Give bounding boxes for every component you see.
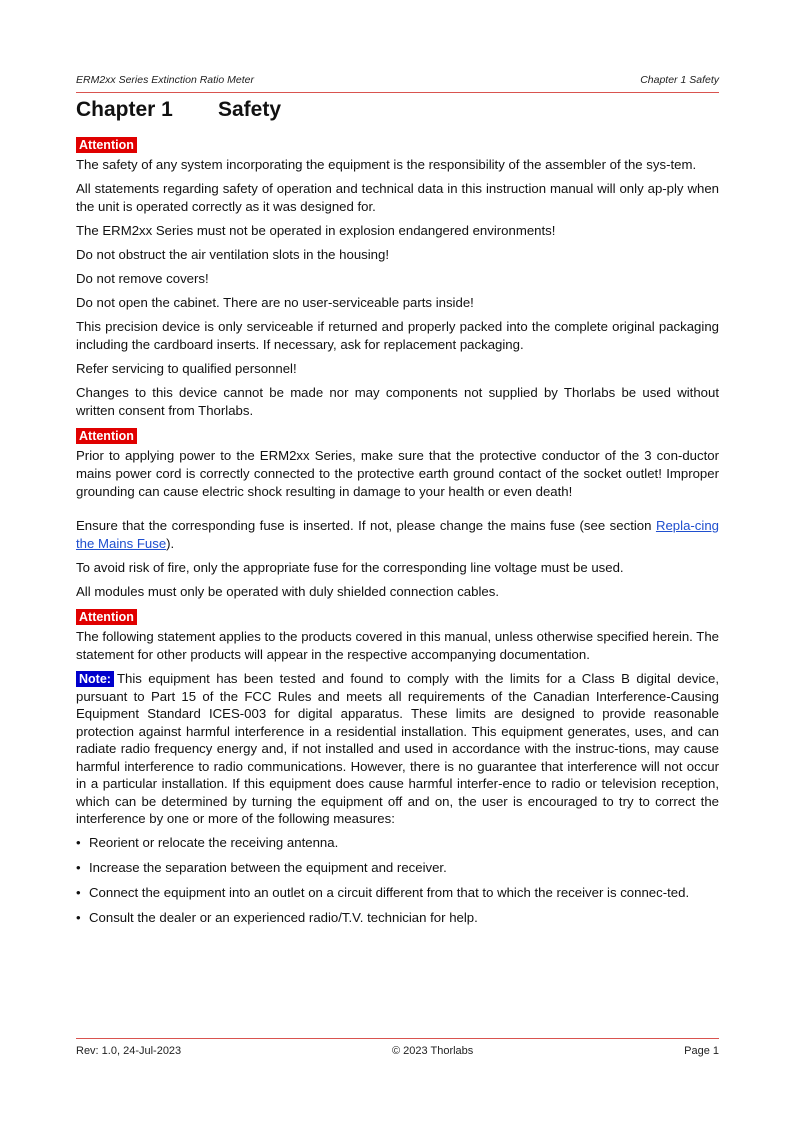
attention-badge: Attention xyxy=(76,428,137,444)
paragraph: Prior to applying power to the ERM2xx Series, make sure that the protective conductor of the 3 con-ductor mains power cord is correctly connected to the protective earth ground contact of the socket outlet! Improper grounding can cause electric shock resulting in damage to your health or even death! xyxy=(76,448,719,499)
bullet-icon: • xyxy=(76,884,81,900)
fuse-paragraph xyxy=(76,517,719,553)
fuse-text-end: ). xyxy=(166,536,175,551)
paragraph: Refer servicing to qualified personnel! xyxy=(76,361,297,376)
list-item: • Connect the equipment into an outlet on a circuit different from that to which the receiver is connec-ted. xyxy=(76,884,690,900)
header-divider xyxy=(76,92,719,93)
footer-copyright: © 2023 Thorlabs xyxy=(392,1045,474,1057)
chapter-title: Safety xyxy=(218,98,282,121)
note-badge: Note: xyxy=(76,671,114,687)
body-content xyxy=(76,135,719,934)
measures-list xyxy=(76,834,719,927)
bullet-icon: • xyxy=(76,909,81,925)
paragraph: The ERM2xx Series must not be operated in explosion endangered environments! xyxy=(76,223,556,238)
fcc-note xyxy=(76,670,719,828)
paragraph: Changes to this device cannot be made nor may components not supplied by Thorlabs be used without written consent from Thorlabs. xyxy=(76,385,719,418)
footer-revision: Rev: 1.0, 24-Jul-2023 xyxy=(76,1045,182,1057)
header-chapter-title: Chapter 1 Safety xyxy=(640,74,719,86)
attention-badge: Attention xyxy=(76,137,137,153)
replacing-mains-fuse-link[interactable]: Repla-cing the Mains Fuse xyxy=(76,518,719,551)
list-item: • Increase the separation between the equipment and receiver. xyxy=(76,859,447,875)
paragraph: To avoid risk of fire, only the appropriate fuse for the corresponding line voltage must be used. xyxy=(76,560,624,575)
running-header xyxy=(76,74,719,86)
paragraph: Do not obstruct the air ventilation slots in the housing! xyxy=(76,247,390,262)
paragraph: All statements regarding safety of operation and technical data in this instruction manual will only ap-ply when the unit is operated correctly as it was designed for. xyxy=(76,181,719,214)
footer-page-number: Page 1 xyxy=(684,1045,719,1057)
bullet-icon: • xyxy=(76,834,81,850)
chapter-number: Chapter 1 xyxy=(76,98,173,121)
bullet-icon: • xyxy=(76,859,81,875)
paragraph: The safety of any system incorporating the equipment is the responsibility of the assembler of the sys-tem. xyxy=(76,157,697,172)
fuse-text: Ensure that the corresponding fuse is inserted. If not, please change the mains fuse (see section xyxy=(76,518,656,533)
paragraph: All modules must only be operated with duly shielded connection cables. xyxy=(76,584,499,599)
paragraph: Do not open the cabinet. There are no user-serviceable parts inside! xyxy=(76,295,474,310)
header-document-title: ERM2xx Series Extinction Ratio Meter xyxy=(76,74,254,86)
page-footer xyxy=(76,1045,719,1057)
attention-badge: Attention xyxy=(76,609,137,625)
list-item: • Reorient or relocate the receiving antenna. xyxy=(76,834,339,850)
paragraph: The following statement applies to the products covered in this manual, unless otherwise specified herein. The statement for other products will appear in the respective accompanying documentation. xyxy=(76,629,719,662)
footer-divider xyxy=(76,1038,719,1039)
paragraph: This precision device is only serviceable if returned and properly packed into the complete original packaging including the cardboard inserts. If necessary, ask for replacement packaging. xyxy=(76,319,719,352)
list-item: • Consult the dealer or an experienced radio/T.V. technician for help. xyxy=(76,909,478,925)
chapter-heading xyxy=(76,98,281,122)
paragraph: Do not remove covers! xyxy=(76,271,209,286)
fcc-note-text: This equipment has been tested and found to comply with the limits for a Class B digital device, pursuant to Part 15 of the FCC Rules and meets all requirements of the Canadian Interference-Causing Equipment Standard ICES-003 for digital apparatus. These limits are designed to provide reasonable protection against harmful interference in a residential installation. This equipment generates, uses, and can radiate radio frequency energy and, if not installed and used in accordance with the instruc-tions, may cause harmful interference to radio communications. However, there is no guarantee that interference will not occur in a particular installation. If this equipment does cause harmful interfer-ence to radio or television reception, which can be determined by turning the equipment off and on, the user is encouraged to try to correct the interference by one or more of the following measures: xyxy=(76,671,719,826)
